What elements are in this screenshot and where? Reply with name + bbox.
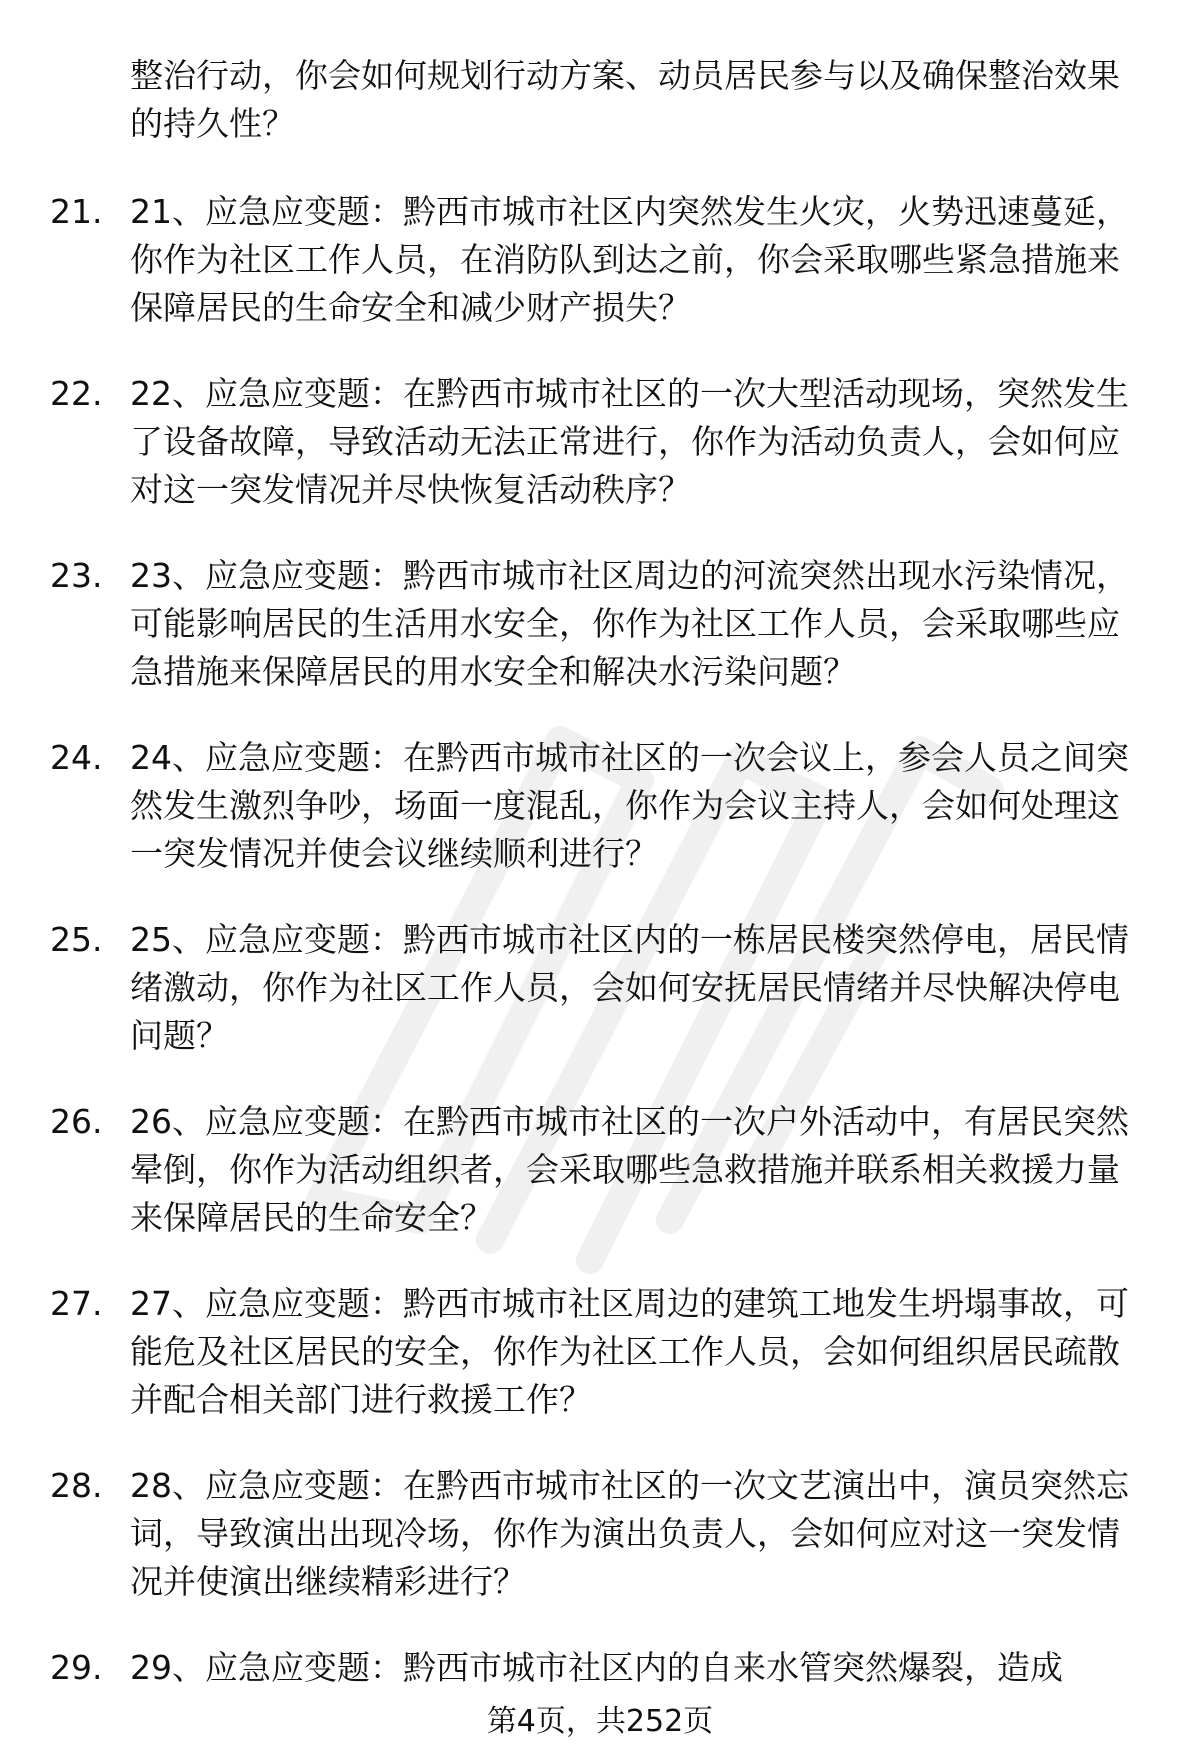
list-item <box>0 370 1200 514</box>
question-number: 28. <box>50 1466 103 1505</box>
list-item <box>0 1644 1200 1692</box>
list-item <box>0 1098 1200 1242</box>
question-text: 26、应急应变题：在黔西市城市社区的一次户外活动中，有居民突然晕倒，你作为活动组织者，会采取哪些急救措施并联系相关救援力量来保障居民的生命安全？ <box>130 1102 1129 1237</box>
continuation-paragraph: 整治行动，你会如何规划行动方案、动员居民参与以及确保整治效果的持久性？ <box>130 56 1120 143</box>
page-footer: 第4页，共252页 <box>486 1704 714 1739</box>
question-number: 27. <box>50 1284 103 1323</box>
question-text: 25、应急应变题：黔西市城市社区内的一栋居民楼突然停电，居民情绪激动，你作为社区工作人员，会如何安抚居民情绪并尽快解决停电问题？ <box>130 920 1129 1055</box>
question-list <box>0 188 1200 1730</box>
list-item <box>0 916 1200 1060</box>
question-text: 27、应急应变题：黔西市城市社区周边的建筑工地发生坍塌事故，可能危及社区居民的安全，你作为社区工作人员，会如何组织居民疏散并配合相关部门进行救援工作？ <box>130 1284 1129 1419</box>
question-number: 26. <box>50 1102 103 1141</box>
list-item <box>0 552 1200 696</box>
question-text: 24、应急应变题：在黔西市城市社区的一次会议上，参会人员之间突然发生激烈争吵，场面一度混乱，你作为会议主持人，会如何处理这一突发情况并使会议继续顺利进行？ <box>130 738 1129 873</box>
question-text: 29、应急应变题：黔西市城市社区内的自来水管突然爆裂，造成 <box>130 1648 1063 1687</box>
list-item <box>0 1280 1200 1424</box>
question-text: 28、应急应变题：在黔西市城市社区的一次文艺演出中，演员突然忘词，导致演出出现冷场，你作为演出负责人，会如何应对这一突发情况并使演出继续精彩进行？ <box>130 1466 1129 1601</box>
question-text: 22、应急应变题：在黔西市城市社区的一次大型活动现场，突然发生了设备故障，导致活动无法正常进行，你作为活动负责人，会如何应对这一突发情况并尽快恢复活动秩序？ <box>130 374 1129 509</box>
question-text: 23、应急应变题：黔西市城市社区周边的河流突然出现水污染情况，可能影响居民的生活用水安全，你作为社区工作人员，会采取哪些应急措施来保障居民的用水安全和解决水污染问题？ <box>130 556 1129 691</box>
question-text: 21、应急应变题：黔西市城市社区内突然发生火灾，火势迅速蔓延，你作为社区工作人员，在消防队到达之前，你会采取哪些紧急措施来保障居民的生命安全和减少财产损失？ <box>130 192 1129 327</box>
list-item <box>0 1462 1200 1606</box>
question-number: 29. <box>50 1648 103 1687</box>
list-item <box>0 734 1200 878</box>
question-number: 23. <box>50 556 103 595</box>
question-number: 22. <box>50 374 103 413</box>
question-number: 24. <box>50 738 103 777</box>
question-number: 25. <box>50 920 103 959</box>
list-item <box>0 188 1200 332</box>
question-number: 21. <box>50 192 103 231</box>
